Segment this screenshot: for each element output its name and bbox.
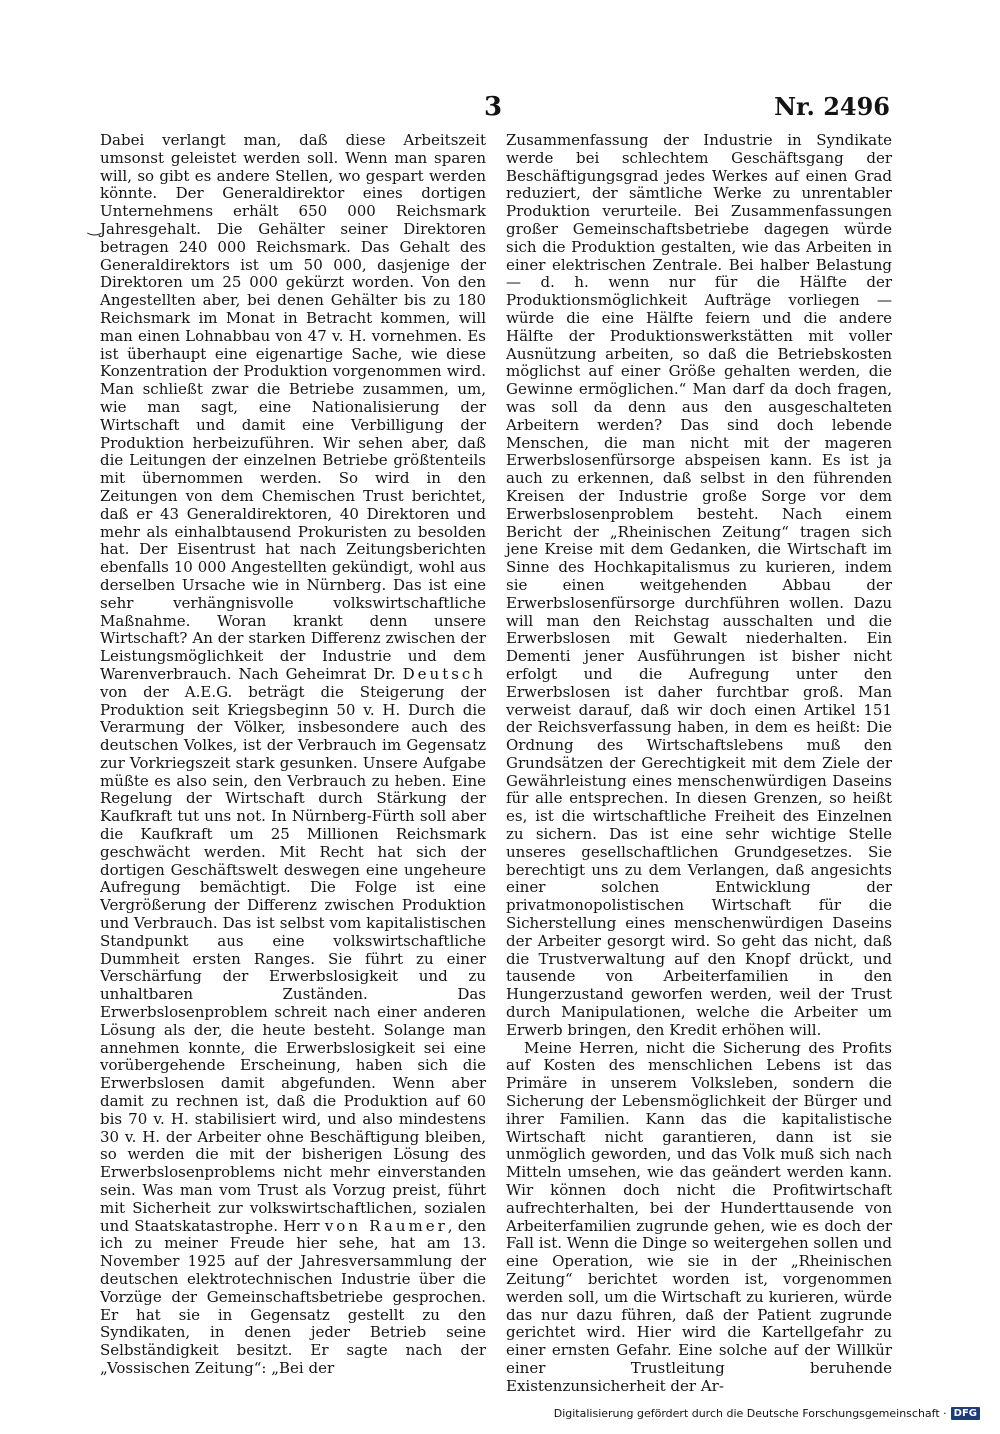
right-paragraph-1: Zusammenfassung der Industrie in Syndikate werde bei schlechtem Geschäftsgang der Beschäftigungsgrad jedes Werkes auf einen Grad reduziert, der sämtliche Werke zu unrentabler Produktion verurteile. Bei Zusammenfassungen großer Gemeinschaftsbetriebe dagegen würde sich die Produktion gestalten, wie das Arbeiten in einer elektrischen Zentrale. Bei halber Belastung — d. h. wenn nur für die Hälfte der Produktionsmöglichkeit Aufträge vorliegen — würde die eine Hälfte feiern und die andere Hälfte der Produktionswerkstätten mit voller Ausnützung arbeiten, so daß die Betriebskosten möglichst auf einer Größe gehalten werden, die Gewinne ermöglichen.“ Man darf da doch fragen, was soll da denn aus den ausgeschalteten Arbeitern werden? Das sind doch lebende Menschen, die man nicht mit der mageren Erwerbslosenfürsorge abspeisen kann. Es ist ja auch zu erkennen, daß selbst in den führenden Kreisen der Industrie große Sorge vor dem Erwerbslosenproblem besteht. Nach einem Bericht der „Rheinischen Zeitung“ tragen sich jene Kreise mit dem Gedanken, die Wirtschaft im Sinne des Hochkapitalismus zu kurieren, indem sie einen weitgehenden Abbau der Erwerbslosenfürsorge durchführen wollen. Dazu will man den Reichstag ausschalten und die Erwerbslosen mit Gewalt niederhalten. Ein Dementi jener Ausführungen ist bisher nicht erfolgt und die Aufregung unter den Erwerbslosen ist daher furchtbar groß. Man verweist darauf, daß wir doch einen Artikel 151 der Reichsverfassung haben, in dem es heißt: Die Ordnung des Wirtschaftslebens muß den Grundsätzen der Gerechtigkeit mit dem Ziele der Gewährleistung eines menschenwürdigen Daseins für alle entsprechen. In diesen Grenzen, so heißt es, ist die wirtschaftliche Freiheit des Einzelnen zu sichern. Das ist eine sehr wichtige Stelle unseres gesellschaftlichen Grundgesetzes. Sie berechtigt uns zu dem Verlangen, daß angesichts einer solchen Entwicklung der privatmonopolistischen Wirtschaft für die Sicherstellung eines menschenwürdigen Daseins der Arbeiter gesorgt wird. So geht das nicht, daß die Trustverwaltung auf den Knopf drückt, und tausende von Arbeiterfamilien in den Hungerzustand geworfen werden, weil der Trust durch Manipulationen, welche die Arbeiter um Erwerb bringen, den Kredit erhöhen will. (506, 131, 892, 1039)
left-text-part-3: , den ich zu meiner Freude hier sehe, hat am 13. November 1925 auf der Jahresversammlung der deutschen elektrotechnischen Industrie über die Vorzüge der Gemeinschaftsbetriebe gesprochen. Er hat sie in Gegensatz gestellt zu den Syndikaten, in denen jeder Betrieb seine Selbständigkeit besitzt. Er sagte nach der „Vossischen Zeitung“: „Bei der (100, 1216, 486, 1377)
page-number: 3 (484, 92, 503, 122)
right-column (506, 132, 892, 1396)
left-paragraph (100, 132, 486, 1378)
left-text-part-2: von der A.E.G. beträgt die Steigerung der Produktion seit Kriegsbeginn 50 v. H. Durch die Verarmung der Völker, insbesondere auch des deutschen Volkes, ist der Verbrauch im Gegensatz zur Vorkriegszeit stark gesunken. Unsere Aufgabe müßte es also sein, den Verbrauch zu heben. Eine Regelung der Wirtschaft durch Stärkung der Kaufkraft tut uns not. In Nürnberg-Fürth soll aber die Kaufkraft um 25 Millionen Reichsmark geschwächt werden. Mit Recht hat sich der dortigen Geschäftswelt deswegen eine ungeheure Aufregung bemächtigt. Die Folge ist eine Vergrößerung der Differenz zwischen Produktion und Verbrauch. Das ist selbst vom kapitalistischen Standpunkt aus eine volkswirtschaftliche Dummheit ersten Ranges. Sie führt zu einer Verschärfung der Erwerbslosigkeit und zu unhaltbaren Zuständen. Das Erwerbslosenproblem schreit nach einer anderen Lösung als der, die heute besteht. Solange man annehmen konnte, die Erwerbslosigkeit sei eine vorübergehende Erscheinung, haben sich die Erwerbslosen damit abgefunden. Wenn aber damit zu rechnen ist, daß die Produktion auf 60 bis 70 v. H. stabilisiert wird, und also mindestens 30 v. H. der Arbeiter ohne Beschäftigung bleiben, so werden die mit der bisherigen Lösung des Erwerbslosenproblems nicht mehr einverstanden sein. Was man vom Trust als Vorzug preist, führt mit Sicherheit zur volkswirtschaftlichen, sozialen und Staatskatastrophe. Herr (100, 682, 486, 1235)
margin-mark: ‿ (88, 217, 101, 236)
right-paragraph-2: Meine Herren, nicht die Sicherung des Profits auf Kosten des menschlichen Lebens ist das Primäre in unserem Volksleben, sondern die Sicherung der Lebensmöglichkeit der Bürger und ihrer Familien. Kann das die kapitalistische Wirtschaft nicht garantieren, dann ist sie unmöglich geworden, und das Volk muß sich nach Mitteln umsehen, wie das geändert werden kann. Wir können doch nicht die Profitwirtschaft aufrechterhalten, bei der Hunderttausende von Arbeiterfamilien zugrunde gehen, wie es doch der Fall ist. Wenn die Dinge so weitergehen sollen und eine Operation, wie sie in der „Rheinischen Zeitung“ berichtet worden ist, vorgenommen werden soll, um die Wirtschaft zu kurieren, würde das nur dazu führen, daß der Patient zugrunde gerichtet wird. Hier wird die Kartellgefahr zu einer ernsten Gefahr. Eine solche auf der Willkür einer Trustleitung beruhende Existenzunsicherheit der Ar- (506, 1038, 892, 1395)
name-von-raumer: von Raumer (324, 1216, 448, 1235)
drucksache-number: Nr. 2496 (774, 92, 890, 121)
left-text-part-1: Dabei verlangt man, daß diese Arbeitszeit umsonst geleistet werden soll. Wenn man sparen will, so gibt es andere Stellen, wo gespart werden könnte. Der Generaldirektor eines dortigen Unternehmens erhält 650 000 Reichsmark Jahresgehalt. Die Gehälter seiner Direktoren betragen 240 000 Reichsmark. Das Gehalt des Generaldirektors ist um 50 000, dasjenige der Direktoren um 25 000 gekürzt worden. Von den Angestellten aber, bei denen Gehälter bis zu 180 Reichsmark im Monat in Betracht kommen, will man einen Lohnabbau von 47 v. H. vornehmen. Es ist überhaupt eine eigenartige Sache, wie diese Konzentration der Produktion vorgenommen wird. Man schließt zwar die Betriebe zusammen, um, wie man sagt, eine Nationalisierung der Wirtschaft und damit eine Verbilligung der Produktion herbeizuführen. Wir sehen aber, daß die Leitungen der einzelnen Betriebe größtenteils mit übernommen werden. So wird in den Zeitungen von dem Chemischen Trust berichtet, daß er 43 Generaldirektoren, 40 Direktoren und mehr als einhalbtausend Prokuristen zu besolden hat. Der Eisentrust hat nach Zeitungsberichten ebenfalls 10 000 Angestellten gekündigt, wohl aus derselben Ursache wie in Nürnberg. Das ist eine sehr verhängnisvolle volkswirtschaftliche Maßnahme. Woran krankt denn unsere Wirtschaft? An der starken Differenz zwischen der Leistungsmöglichkeit der Industrie und dem Warenverbrauch. Nach Geheimrat Dr. (100, 131, 486, 683)
left-column (100, 132, 486, 1378)
footer-credit (554, 1407, 980, 1420)
name-deutsch: Deutsch (402, 664, 486, 683)
dfg-logo-icon: DFG (951, 1407, 980, 1420)
footer-credit-text: Digitalisierung gefördert durch die Deutsche Forschungsgemeinschaft · (553, 1407, 947, 1420)
